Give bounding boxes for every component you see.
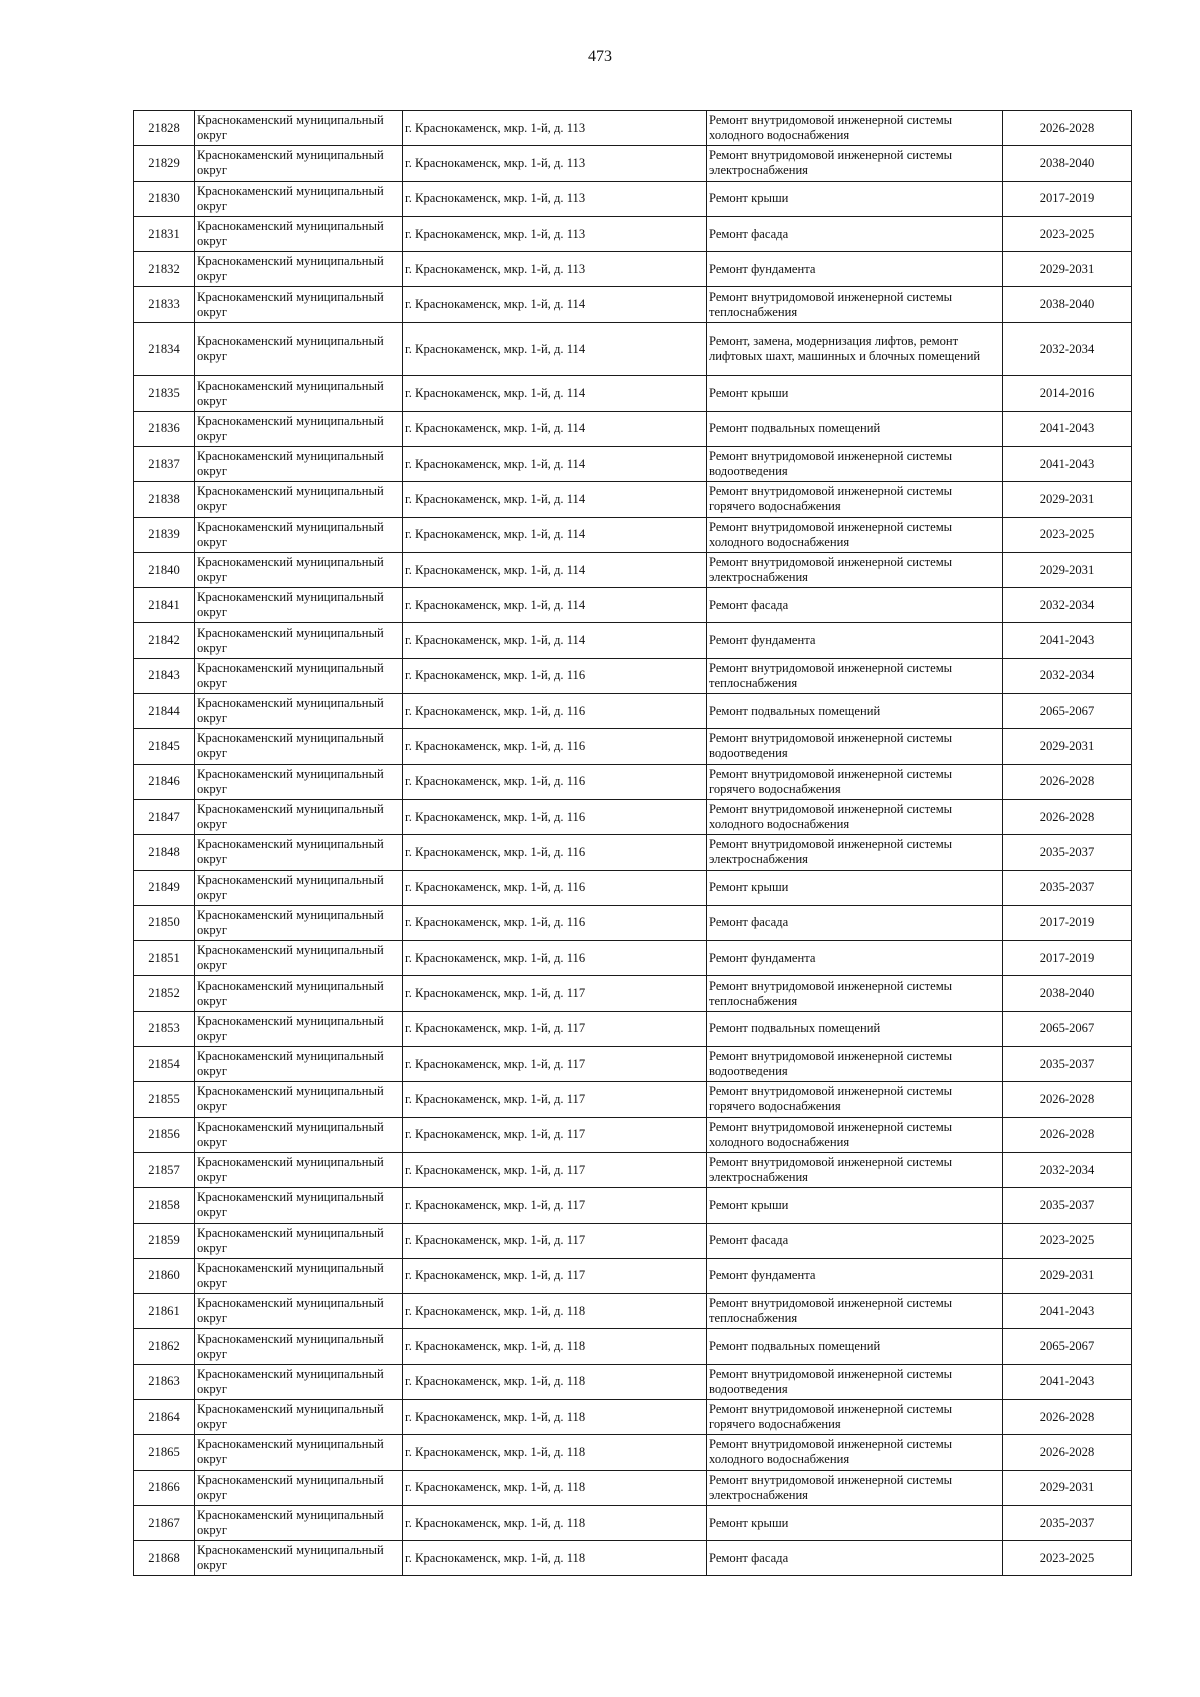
- municipality-cell: Краснокаменский муниципальный округ: [195, 482, 403, 517]
- municipality-cell: Краснокаменский муниципальный округ: [195, 181, 403, 216]
- work-type-cell: Ремонт внутридомовой инженерной системы холодного водоснабжения: [707, 517, 1003, 552]
- table-row: [134, 870, 1132, 905]
- work-type-cell: Ремонт внутридомовой инженерной системы холодного водоснабжения: [707, 1117, 1003, 1152]
- period-cell: 2065-2067: [1003, 694, 1132, 729]
- period-cell: 2023-2025: [1003, 517, 1132, 552]
- address-cell: г. Краснокаменск, мкр. 1-й, д. 114: [403, 588, 707, 623]
- municipality-cell: Краснокаменский муниципальный округ: [195, 870, 403, 905]
- address-cell: г. Краснокаменск, мкр. 1-й, д. 117: [403, 1152, 707, 1187]
- row-number-cell: 21837: [134, 446, 195, 481]
- period-cell: 2065-2067: [1003, 1011, 1132, 1046]
- address-cell: г. Краснокаменск, мкр. 1-й, д. 116: [403, 905, 707, 940]
- table-row: [134, 376, 1132, 411]
- table-row: [134, 835, 1132, 870]
- work-type-cell: Ремонт фасада: [707, 905, 1003, 940]
- table-row: [134, 216, 1132, 251]
- period-cell: 2029-2031: [1003, 1470, 1132, 1505]
- municipality-cell: Краснокаменский муниципальный округ: [195, 111, 403, 146]
- row-number-cell: 21866: [134, 1470, 195, 1505]
- municipality-cell: Краснокаменский муниципальный округ: [195, 835, 403, 870]
- work-type-cell: Ремонт подвальных помещений: [707, 694, 1003, 729]
- municipality-cell: Краснокаменский муниципальный округ: [195, 976, 403, 1011]
- address-cell: г. Краснокаменск, мкр. 1-й, д. 114: [403, 376, 707, 411]
- table-row: [134, 1364, 1132, 1399]
- repair-schedule-table: [133, 110, 1132, 1576]
- table-row: [134, 1188, 1132, 1223]
- table-row: [134, 287, 1132, 322]
- table-row: [134, 1399, 1132, 1434]
- period-cell: 2026-2028: [1003, 1117, 1132, 1152]
- row-number-cell: 21854: [134, 1047, 195, 1082]
- table-row: [134, 1470, 1132, 1505]
- period-cell: 2035-2037: [1003, 835, 1132, 870]
- row-number-cell: 21829: [134, 146, 195, 181]
- work-type-cell: Ремонт внутридомовой инженерной системы теплоснабжения: [707, 658, 1003, 693]
- period-cell: 2029-2031: [1003, 1258, 1132, 1293]
- address-cell: г. Краснокаменск, мкр. 1-й, д. 113: [403, 181, 707, 216]
- address-cell: г. Краснокаменск, мкр. 1-й, д. 114: [403, 552, 707, 587]
- row-number-cell: 21833: [134, 287, 195, 322]
- municipality-cell: Краснокаменский муниципальный округ: [195, 764, 403, 799]
- work-type-cell: Ремонт внутридомовой инженерной системы горячего водоснабжения: [707, 764, 1003, 799]
- row-number-cell: 21832: [134, 252, 195, 287]
- row-number-cell: 21848: [134, 835, 195, 870]
- address-cell: г. Краснокаменск, мкр. 1-й, д. 114: [403, 482, 707, 517]
- work-type-cell: Ремонт крыши: [707, 870, 1003, 905]
- municipality-cell: Краснокаменский муниципальный округ: [195, 1435, 403, 1470]
- address-cell: г. Краснокаменск, мкр. 1-й, д. 117: [403, 1047, 707, 1082]
- municipality-cell: Краснокаменский муниципальный округ: [195, 1082, 403, 1117]
- address-cell: г. Краснокаменск, мкр. 1-й, д. 114: [403, 322, 707, 376]
- table-row: [134, 905, 1132, 940]
- period-cell: 2026-2028: [1003, 799, 1132, 834]
- period-cell: 2041-2043: [1003, 446, 1132, 481]
- row-number-cell: 21861: [134, 1294, 195, 1329]
- address-cell: г. Краснокаменск, мкр. 1-й, д. 116: [403, 658, 707, 693]
- municipality-cell: Краснокаменский муниципальный округ: [195, 729, 403, 764]
- row-number-cell: 21840: [134, 552, 195, 587]
- work-type-cell: Ремонт крыши: [707, 1505, 1003, 1540]
- row-number-cell: 21841: [134, 588, 195, 623]
- work-type-cell: Ремонт фундамента: [707, 252, 1003, 287]
- address-cell: г. Краснокаменск, мкр. 1-й, д. 118: [403, 1399, 707, 1434]
- table-row: [134, 446, 1132, 481]
- period-cell: 2017-2019: [1003, 941, 1132, 976]
- row-number-cell: 21828: [134, 111, 195, 146]
- address-cell: г. Краснокаменск, мкр. 1-й, д. 117: [403, 1082, 707, 1117]
- period-cell: 2035-2037: [1003, 870, 1132, 905]
- row-number-cell: 21857: [134, 1152, 195, 1187]
- table-row: [134, 111, 1132, 146]
- period-cell: 2029-2031: [1003, 482, 1132, 517]
- municipality-cell: Краснокаменский муниципальный округ: [195, 941, 403, 976]
- address-cell: г. Краснокаменск, мкр. 1-й, д. 116: [403, 799, 707, 834]
- municipality-cell: Краснокаменский муниципальный округ: [195, 252, 403, 287]
- municipality-cell: Краснокаменский муниципальный округ: [195, 552, 403, 587]
- row-number-cell: 21845: [134, 729, 195, 764]
- table-row: [134, 729, 1132, 764]
- municipality-cell: Краснокаменский муниципальный округ: [195, 658, 403, 693]
- table-row: [134, 1047, 1132, 1082]
- row-number-cell: 21865: [134, 1435, 195, 1470]
- period-cell: 2032-2034: [1003, 658, 1132, 693]
- municipality-cell: Краснокаменский муниципальный округ: [195, 1470, 403, 1505]
- period-cell: 2023-2025: [1003, 216, 1132, 251]
- row-number-cell: 21838: [134, 482, 195, 517]
- work-type-cell: Ремонт внутридомовой инженерной системы водоотведения: [707, 446, 1003, 481]
- work-type-cell: Ремонт фасада: [707, 216, 1003, 251]
- address-cell: г. Краснокаменск, мкр. 1-й, д. 116: [403, 835, 707, 870]
- period-cell: 2041-2043: [1003, 1294, 1132, 1329]
- work-type-cell: Ремонт внутридомовой инженерной системы водоотведения: [707, 1364, 1003, 1399]
- address-cell: г. Краснокаменск, мкр. 1-й, д. 118: [403, 1470, 707, 1505]
- table-row: [134, 1294, 1132, 1329]
- row-number-cell: 21862: [134, 1329, 195, 1364]
- period-cell: 2032-2034: [1003, 322, 1132, 376]
- period-cell: 2035-2037: [1003, 1047, 1132, 1082]
- work-type-cell: Ремонт внутридомовой инженерной системы электроснабжения: [707, 1470, 1003, 1505]
- table-row: [134, 1082, 1132, 1117]
- row-number-cell: 21860: [134, 1258, 195, 1293]
- table-row: [134, 181, 1132, 216]
- row-number-cell: 21858: [134, 1188, 195, 1223]
- table-row: [134, 1541, 1132, 1576]
- address-cell: г. Краснокаменск, мкр. 1-й, д. 118: [403, 1329, 707, 1364]
- period-cell: 2023-2025: [1003, 1223, 1132, 1258]
- table-row: [134, 658, 1132, 693]
- address-cell: г. Краснокаменск, мкр. 1-й, д. 117: [403, 1223, 707, 1258]
- address-cell: г. Краснокаменск, мкр. 1-й, д. 113: [403, 252, 707, 287]
- municipality-cell: Краснокаменский муниципальный округ: [195, 694, 403, 729]
- row-number-cell: 21855: [134, 1082, 195, 1117]
- address-cell: г. Краснокаменск, мкр. 1-й, д. 113: [403, 111, 707, 146]
- municipality-cell: Краснокаменский муниципальный округ: [195, 1294, 403, 1329]
- table-row: [134, 552, 1132, 587]
- row-number-cell: 21843: [134, 658, 195, 693]
- table-row: [134, 588, 1132, 623]
- row-number-cell: 21831: [134, 216, 195, 251]
- period-cell: 2041-2043: [1003, 623, 1132, 658]
- period-cell: 2065-2067: [1003, 1329, 1132, 1364]
- work-type-cell: Ремонт внутридомовой инженерной системы теплоснабжения: [707, 1294, 1003, 1329]
- period-cell: 2017-2019: [1003, 905, 1132, 940]
- work-type-cell: Ремонт крыши: [707, 1188, 1003, 1223]
- row-number-cell: 21851: [134, 941, 195, 976]
- row-number-cell: 21859: [134, 1223, 195, 1258]
- work-type-cell: Ремонт внутридомовой инженерной системы электроснабжения: [707, 835, 1003, 870]
- row-number-cell: 21856: [134, 1117, 195, 1152]
- work-type-cell: Ремонт крыши: [707, 376, 1003, 411]
- table-row: [134, 694, 1132, 729]
- row-number-cell: 21830: [134, 181, 195, 216]
- period-cell: 2026-2028: [1003, 1435, 1132, 1470]
- municipality-cell: Краснокаменский муниципальный округ: [195, 287, 403, 322]
- table-row: [134, 976, 1132, 1011]
- municipality-cell: Краснокаменский муниципальный округ: [195, 905, 403, 940]
- table-row: [134, 1011, 1132, 1046]
- period-cell: 2041-2043: [1003, 1364, 1132, 1399]
- address-cell: г. Краснокаменск, мкр. 1-й, д. 114: [403, 623, 707, 658]
- period-cell: 2014-2016: [1003, 376, 1132, 411]
- period-cell: 2017-2019: [1003, 181, 1132, 216]
- municipality-cell: Краснокаменский муниципальный округ: [195, 1152, 403, 1187]
- table-row: [134, 482, 1132, 517]
- row-number-cell: 21847: [134, 799, 195, 834]
- municipality-cell: Краснокаменский муниципальный округ: [195, 411, 403, 446]
- row-number-cell: 21868: [134, 1541, 195, 1576]
- row-number-cell: 21864: [134, 1399, 195, 1434]
- table-body: [134, 111, 1132, 1576]
- address-cell: г. Краснокаменск, мкр. 1-й, д. 116: [403, 764, 707, 799]
- work-type-cell: Ремонт внутридомовой инженерной системы горячего водоснабжения: [707, 1082, 1003, 1117]
- work-type-cell: Ремонт внутридомовой инженерной системы горячего водоснабжения: [707, 482, 1003, 517]
- row-number-cell: 21846: [134, 764, 195, 799]
- table-row: [134, 1152, 1132, 1187]
- work-type-cell: Ремонт фундамента: [707, 623, 1003, 658]
- address-cell: г. Краснокаменск, мкр. 1-й, д. 116: [403, 729, 707, 764]
- municipality-cell: Краснокаменский муниципальный округ: [195, 1011, 403, 1046]
- municipality-cell: Краснокаменский муниципальный округ: [195, 1399, 403, 1434]
- period-cell: 2038-2040: [1003, 287, 1132, 322]
- row-number-cell: 21834: [134, 322, 195, 376]
- table-row: [134, 799, 1132, 834]
- address-cell: г. Краснокаменск, мкр. 1-й, д. 118: [403, 1541, 707, 1576]
- table-row: [134, 764, 1132, 799]
- municipality-cell: Краснокаменский муниципальный округ: [195, 1329, 403, 1364]
- work-type-cell: Ремонт подвальных помещений: [707, 1011, 1003, 1046]
- table-row: [134, 1329, 1132, 1364]
- work-type-cell: Ремонт фасада: [707, 1541, 1003, 1576]
- table-row: [134, 517, 1132, 552]
- address-cell: г. Краснокаменск, мкр. 1-й, д. 118: [403, 1505, 707, 1540]
- municipality-cell: Краснокаменский муниципальный округ: [195, 1258, 403, 1293]
- row-number-cell: 21842: [134, 623, 195, 658]
- period-cell: 2026-2028: [1003, 764, 1132, 799]
- work-type-cell: Ремонт внутридомовой инженерной системы теплоснабжения: [707, 287, 1003, 322]
- address-cell: г. Краснокаменск, мкр. 1-й, д. 118: [403, 1435, 707, 1470]
- work-type-cell: Ремонт фундамента: [707, 941, 1003, 976]
- table-row: [134, 411, 1132, 446]
- address-cell: г. Краснокаменск, мкр. 1-й, д. 114: [403, 517, 707, 552]
- address-cell: г. Краснокаменск, мкр. 1-й, д. 113: [403, 216, 707, 251]
- row-number-cell: 21853: [134, 1011, 195, 1046]
- period-cell: 2035-2037: [1003, 1505, 1132, 1540]
- table-row: [134, 1117, 1132, 1152]
- period-cell: 2038-2040: [1003, 976, 1132, 1011]
- work-type-cell: Ремонт внутридомовой инженерной системы холодного водоснабжения: [707, 111, 1003, 146]
- municipality-cell: Краснокаменский муниципальный округ: [195, 322, 403, 376]
- municipality-cell: Краснокаменский муниципальный округ: [195, 517, 403, 552]
- table-row: [134, 1435, 1132, 1470]
- work-type-cell: Ремонт крыши: [707, 181, 1003, 216]
- municipality-cell: Краснокаменский муниципальный округ: [195, 376, 403, 411]
- period-cell: 2029-2031: [1003, 729, 1132, 764]
- municipality-cell: Краснокаменский муниципальный округ: [195, 446, 403, 481]
- row-number-cell: 21844: [134, 694, 195, 729]
- work-type-cell: Ремонт внутридомовой инженерной системы электроснабжения: [707, 146, 1003, 181]
- municipality-cell: Краснокаменский муниципальный округ: [195, 216, 403, 251]
- work-type-cell: Ремонт внутридомовой инженерной системы теплоснабжения: [707, 976, 1003, 1011]
- address-cell: г. Краснокаменск, мкр. 1-й, д. 118: [403, 1294, 707, 1329]
- table-row: [134, 1223, 1132, 1258]
- address-cell: г. Краснокаменск, мкр. 1-й, д. 116: [403, 694, 707, 729]
- period-cell: 2032-2034: [1003, 588, 1132, 623]
- row-number-cell: 21836: [134, 411, 195, 446]
- table-row: [134, 322, 1132, 376]
- work-type-cell: Ремонт внутридомовой инженерной системы электроснабжения: [707, 552, 1003, 587]
- period-cell: 2026-2028: [1003, 111, 1132, 146]
- work-type-cell: Ремонт внутридомовой инженерной системы холодного водоснабжения: [707, 799, 1003, 834]
- row-number-cell: 21867: [134, 1505, 195, 1540]
- period-cell: 2032-2034: [1003, 1152, 1132, 1187]
- address-cell: г. Краснокаменск, мкр. 1-й, д. 117: [403, 1188, 707, 1223]
- address-cell: г. Краснокаменск, мкр. 1-й, д. 113: [403, 146, 707, 181]
- period-cell: 2023-2025: [1003, 1541, 1132, 1576]
- work-type-cell: Ремонт фасада: [707, 588, 1003, 623]
- work-type-cell: Ремонт внутридомовой инженерной системы горячего водоснабжения: [707, 1399, 1003, 1434]
- row-number-cell: 21849: [134, 870, 195, 905]
- address-cell: г. Краснокаменск, мкр. 1-й, д. 116: [403, 941, 707, 976]
- period-cell: 2029-2031: [1003, 252, 1132, 287]
- table-row: [134, 146, 1132, 181]
- address-cell: г. Краснокаменск, мкр. 1-й, д. 117: [403, 976, 707, 1011]
- work-type-cell: Ремонт внутридомовой инженерной системы электроснабжения: [707, 1152, 1003, 1187]
- period-cell: 2041-2043: [1003, 411, 1132, 446]
- table-row: [134, 1258, 1132, 1293]
- municipality-cell: Краснокаменский муниципальный округ: [195, 146, 403, 181]
- table-row: [134, 623, 1132, 658]
- work-type-cell: Ремонт внутридомовой инженерной системы водоотведения: [707, 729, 1003, 764]
- work-type-cell: Ремонт внутридомовой инженерной системы холодного водоснабжения: [707, 1435, 1003, 1470]
- work-type-cell: Ремонт подвальных помещений: [707, 411, 1003, 446]
- table-row: [134, 252, 1132, 287]
- municipality-cell: Краснокаменский муниципальный округ: [195, 1541, 403, 1576]
- address-cell: г. Краснокаменск, мкр. 1-й, д. 114: [403, 446, 707, 481]
- row-number-cell: 21863: [134, 1364, 195, 1399]
- row-number-cell: 21852: [134, 976, 195, 1011]
- table-row: [134, 1505, 1132, 1540]
- page-number: 473: [588, 48, 612, 65]
- work-type-cell: Ремонт внутридомовой инженерной системы водоотведения: [707, 1047, 1003, 1082]
- work-type-cell: Ремонт подвальных помещений: [707, 1329, 1003, 1364]
- row-number-cell: 21835: [134, 376, 195, 411]
- period-cell: 2026-2028: [1003, 1082, 1132, 1117]
- municipality-cell: Краснокаменский муниципальный округ: [195, 1223, 403, 1258]
- address-cell: г. Краснокаменск, мкр. 1-й, д. 117: [403, 1258, 707, 1293]
- municipality-cell: Краснокаменский муниципальный округ: [195, 1047, 403, 1082]
- address-cell: г. Краснокаменск, мкр. 1-й, д. 114: [403, 287, 707, 322]
- municipality-cell: Краснокаменский муниципальный округ: [195, 588, 403, 623]
- municipality-cell: Краснокаменский муниципальный округ: [195, 1505, 403, 1540]
- row-number-cell: 21850: [134, 905, 195, 940]
- address-cell: г. Краснокаменск, мкр. 1-й, д. 117: [403, 1117, 707, 1152]
- municipality-cell: Краснокаменский муниципальный округ: [195, 1117, 403, 1152]
- municipality-cell: Краснокаменский муниципальный округ: [195, 1364, 403, 1399]
- address-cell: г. Краснокаменск, мкр. 1-й, д. 118: [403, 1364, 707, 1399]
- municipality-cell: Краснокаменский муниципальный округ: [195, 799, 403, 834]
- work-type-cell: Ремонт фундамента: [707, 1258, 1003, 1293]
- address-cell: г. Краснокаменск, мкр. 1-й, д. 114: [403, 411, 707, 446]
- address-cell: г. Краснокаменск, мкр. 1-й, д. 117: [403, 1011, 707, 1046]
- table-row: [134, 941, 1132, 976]
- municipality-cell: Краснокаменский муниципальный округ: [195, 623, 403, 658]
- work-type-cell: Ремонт фасада: [707, 1223, 1003, 1258]
- municipality-cell: Краснокаменский муниципальный округ: [195, 1188, 403, 1223]
- period-cell: 2029-2031: [1003, 552, 1132, 587]
- period-cell: 2035-2037: [1003, 1188, 1132, 1223]
- work-type-cell: Ремонт, замена, модернизация лифтов, ремонт лифтовых шахт, машинных и блочных помещений: [707, 322, 1003, 376]
- period-cell: 2026-2028: [1003, 1399, 1132, 1434]
- period-cell: 2038-2040: [1003, 146, 1132, 181]
- row-number-cell: 21839: [134, 517, 195, 552]
- address-cell: г. Краснокаменск, мкр. 1-й, д. 116: [403, 870, 707, 905]
